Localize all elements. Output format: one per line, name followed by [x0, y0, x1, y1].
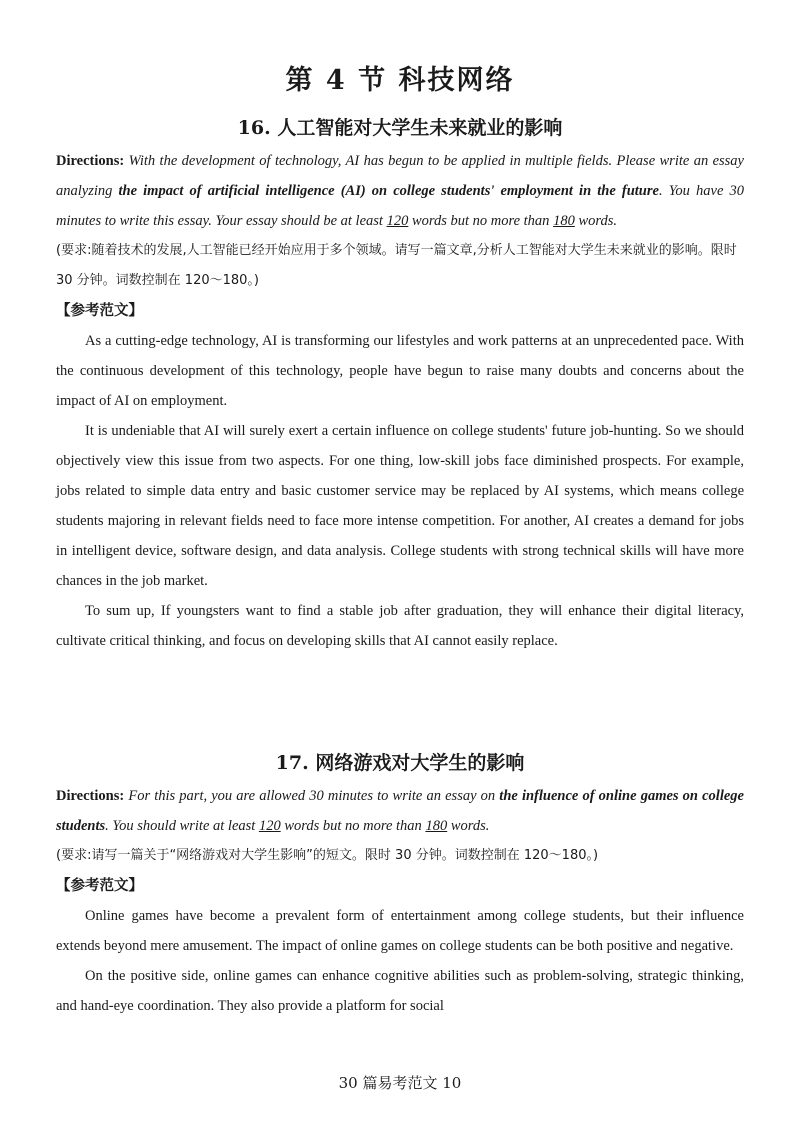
- reference-label: 【参考范文】: [56, 878, 143, 894]
- reference-label: 【参考范文】: [56, 303, 143, 319]
- essay-paragraph: It is undeniable that AI will surely exert a certain influence on college students' future job-hunting. So we should objectively view this issue from two aspects. For one thing, low-skill jobs face diminished prospects. For example, jobs related to simple data entry and basic customer service may be replaced by AI systems, which means college students majoring in relevant fields need to face more intense competition. For another, AI creates a demand for jobs in intelligent device, software design, and data analysis. College students with strong technical skills will have more chances in the job market.: [56, 423, 744, 589]
- section-title: 17. 网络游戏对大学生的影响: [275, 752, 525, 774]
- directions-text: words.: [574, 213, 617, 229]
- directions-text: words but no more than: [280, 818, 426, 834]
- directions-label: Directions:: [56, 788, 125, 804]
- essay-paragraph: As a cutting-edge technology, AI is transforming our lifestyles and work patterns at an unprecedented pace. With the continuous development of this technology, people have begun to raise many doubts and concerns about the impact of AI on employment.: [56, 333, 744, 409]
- section-title: 16. 人工智能对大学生未来就业的影响: [237, 117, 563, 139]
- max-words: 180: [553, 213, 575, 229]
- directions-text: . You should write at least: [105, 818, 259, 834]
- directions: [56, 146, 744, 236]
- directions: [56, 781, 744, 841]
- min-words: 120: [386, 213, 409, 229]
- directions-text: words but no more than: [408, 213, 554, 229]
- essay-topic: the impact of artificial intelligence (AI) on college students' employment in the future: [118, 183, 659, 199]
- essay-paragraph: To sum up, If youngsters want to find a stable job after graduation, they will enhance their digital literacy, cultivate critical thinking, and focus on developing skills that AI cannot easily replace.: [56, 603, 744, 649]
- directions-text: words.: [447, 818, 490, 834]
- directions-text: With the development of technology, AI has begun to be applied in multiple fields. Please write an essay analyzing: [56, 153, 744, 199]
- essay-paragraph: On the positive side, online games can enhance cognitive abilities such as problem-solving, strategic thinking, and hand-eye coordination. They also provide a platform for social: [56, 968, 744, 1014]
- requirement-note: (要求:随着技术的发展,人工智能已经开始应用于多个领域。请写一篇文章,分析人工智能对大学生未来就业的影响。限时 30 分钟。词数控制在 120～180。): [56, 243, 737, 288]
- max-words: 180: [425, 818, 448, 834]
- directions-text: For this part, you are allowed 30 minutes to write an essay on: [124, 788, 500, 804]
- directions-label: Directions:: [56, 153, 125, 169]
- page-footer: 30 篇易考范文 10: [338, 1074, 462, 1092]
- chapter-title: 第 4 节 科技网络: [285, 65, 515, 96]
- essay-paragraph: Online games have become a prevalent form of entertainment among college students, but their influence extends beyond mere amusement. The impact of online games on college students can be both positive and negative.: [56, 908, 744, 954]
- section-17: [56, 745, 744, 1021]
- directions-text: . You have 30 minutes to write this essay. Your essay should be at least: [56, 183, 745, 229]
- requirement-note: (要求:请写一篇关于“网络游戏对大学生影响”的短文。限时 30 分钟。词数控制在 120～180。): [56, 848, 599, 863]
- section-16: [56, 110, 744, 656]
- min-words: 120: [258, 818, 281, 834]
- essay-topic: the influence of online games on college students: [56, 788, 744, 834]
